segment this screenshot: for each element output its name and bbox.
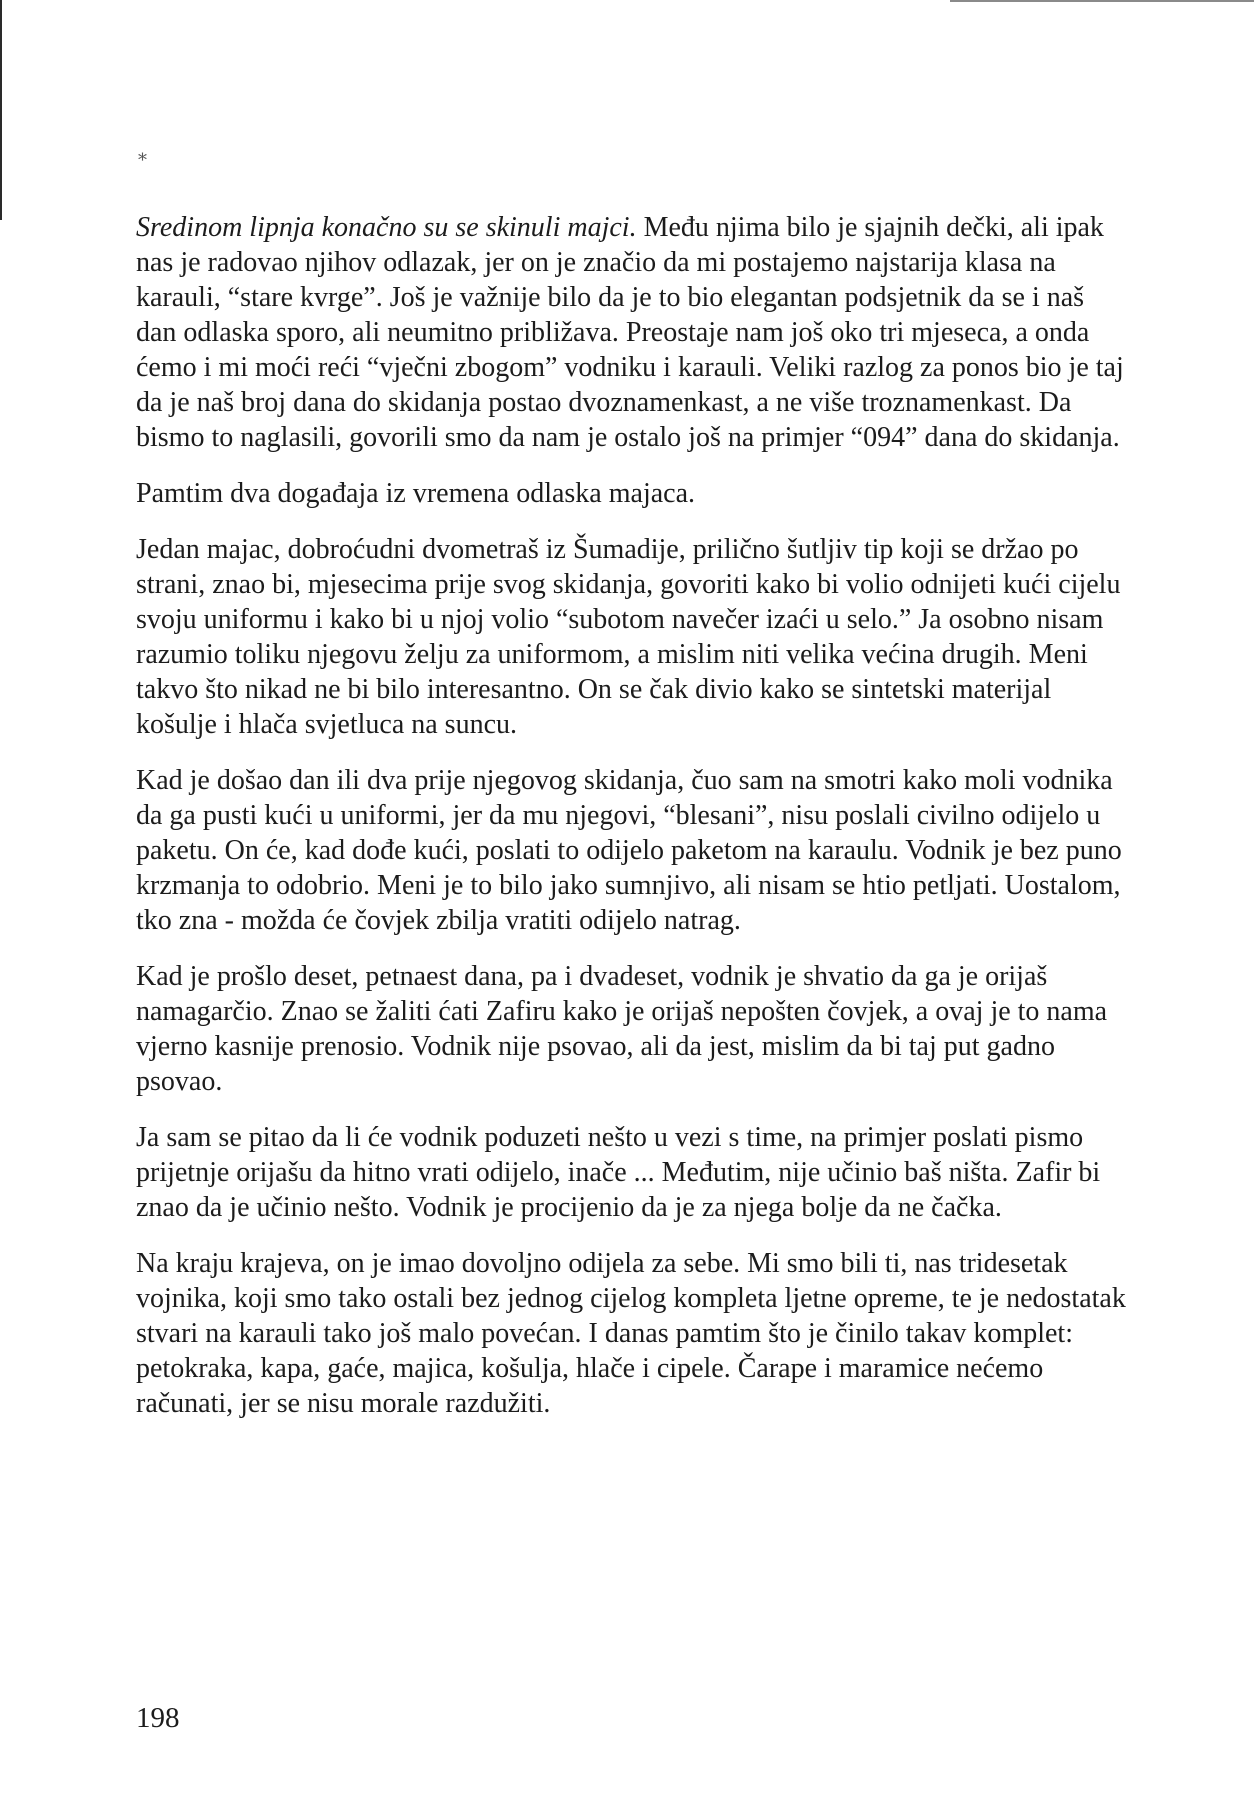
paragraph-1-italic-lead: Sredinom lipnja konačno su se skinuli majci. <box>136 212 637 243</box>
scan-edge-top <box>950 0 1254 2</box>
paragraph-6: Ja sam se pitao da li će vodnik poduzeti nešto u vezi s time, na primjer poslati pismo prijetnje orijašu da hitno vrati odijelo, inače ... Međutim, nije učinio baš ništa. Zafir bi znao da je učinio nešto. Vodnik je procijenio da je za njega bolje da ne čačka. <box>136 1122 1101 1223</box>
paragraph-3: Jedan majac, dobroćudni dvometraš iz Šumadije, prilično šutljiv tip koji se držao po strani, znao bi, mjesecima prije svog skidanja, govoriti kako bi volio odnijeti kući cijelu svoju uniformu i kako bi u njoj volio “subotom navečer izaći u selo.” Ja osobno nisam razumio toliku njegovu želju za uniformom, a mislim niti velika većina drugih. Meni takvo što nikad ne bi bilo interesantno. On se čak divio kako se sintetski materijal košulje i hlača svjetluca na suncu. <box>136 534 1121 740</box>
paragraph-2: Pamtim dva događaja iz vremena odlaska majaca. <box>136 478 696 509</box>
paragraph-1 <box>136 210 1126 455</box>
paragraph-4: Kad je došao dan ili dva prije njegovog skidanja, čuo sam na smotri kako moli vodnika da ga pusti kući u uniformi, jer da mu njegovi, “blesani”, nisu poslali civilno odijelo u paketu. On će, kad dođe kući, poslati to odijelo paketom na karaulu. Vodnik je bez puno krzmanja to odobrio. Meni je to bilo jako sumnjivo, ali nisam se htio petljati. Uostalom, tko zna - možda će čovjek zbilja vratiti odijelo natrag. <box>136 765 1122 936</box>
page-number: 198 <box>136 1702 180 1734</box>
scene-break-asterisk: * <box>138 150 147 171</box>
paragraph-5: Kad je prošlo deset, petnaest dana, pa i dvadeset, vodnik je shvatio da ga je orijaš namagarčio. Znao se žaliti ćati Zafiru kako je orijaš nepošten čovjek, a ovaj je to nama vjerno kasnije prenosio. Vodnik nije psovao, ali da jest, mislim da bi taj put gadno psovao. <box>136 961 1108 1097</box>
body-text <box>136 210 1126 1442</box>
paragraph-1-rest: Među njima bilo je sjajnih dečki, ali ipak nas je radovao njihov odlazak, jer on je značio da mi postajemo najstarija klasa na karauli, “stare kvrge”. Još je važnije bilo da je to bio elegantan podsjetnik da se i naš dan odlaska sporo, ali neumitno približava. Preostaje nam još oko tri mjeseca, a onda ćemo i mi moći reći “vječni zbogom” vodniku i karauli. Veliki razlog za ponos bio je taj da je naš broj dana do skidanja postao dvoznamenkast, a ne više troznamenkast. Da bismo to naglasili, govorili smo da nam je ostalo još na primjer “094” dana do skidanja. <box>136 212 1124 453</box>
paragraph-7: Na kraju krajeva, on je imao dovoljno odijela za sebe. Mi smo bili ti, nas tridesetak vojnika, koji smo tako ostali bez jednog cijelog kompleta ljetne opreme, te je nedostatak stvari na karauli tako još malo povećan. I danas pamtim što je činilo takav komplet: petokraka, kapa, gaće, majica, košulja, hlače i cipele. Čarape i maramice nećemo računati, jer se nisu morale razdužiti. <box>136 1248 1126 1419</box>
scan-edge-left <box>0 0 2 220</box>
